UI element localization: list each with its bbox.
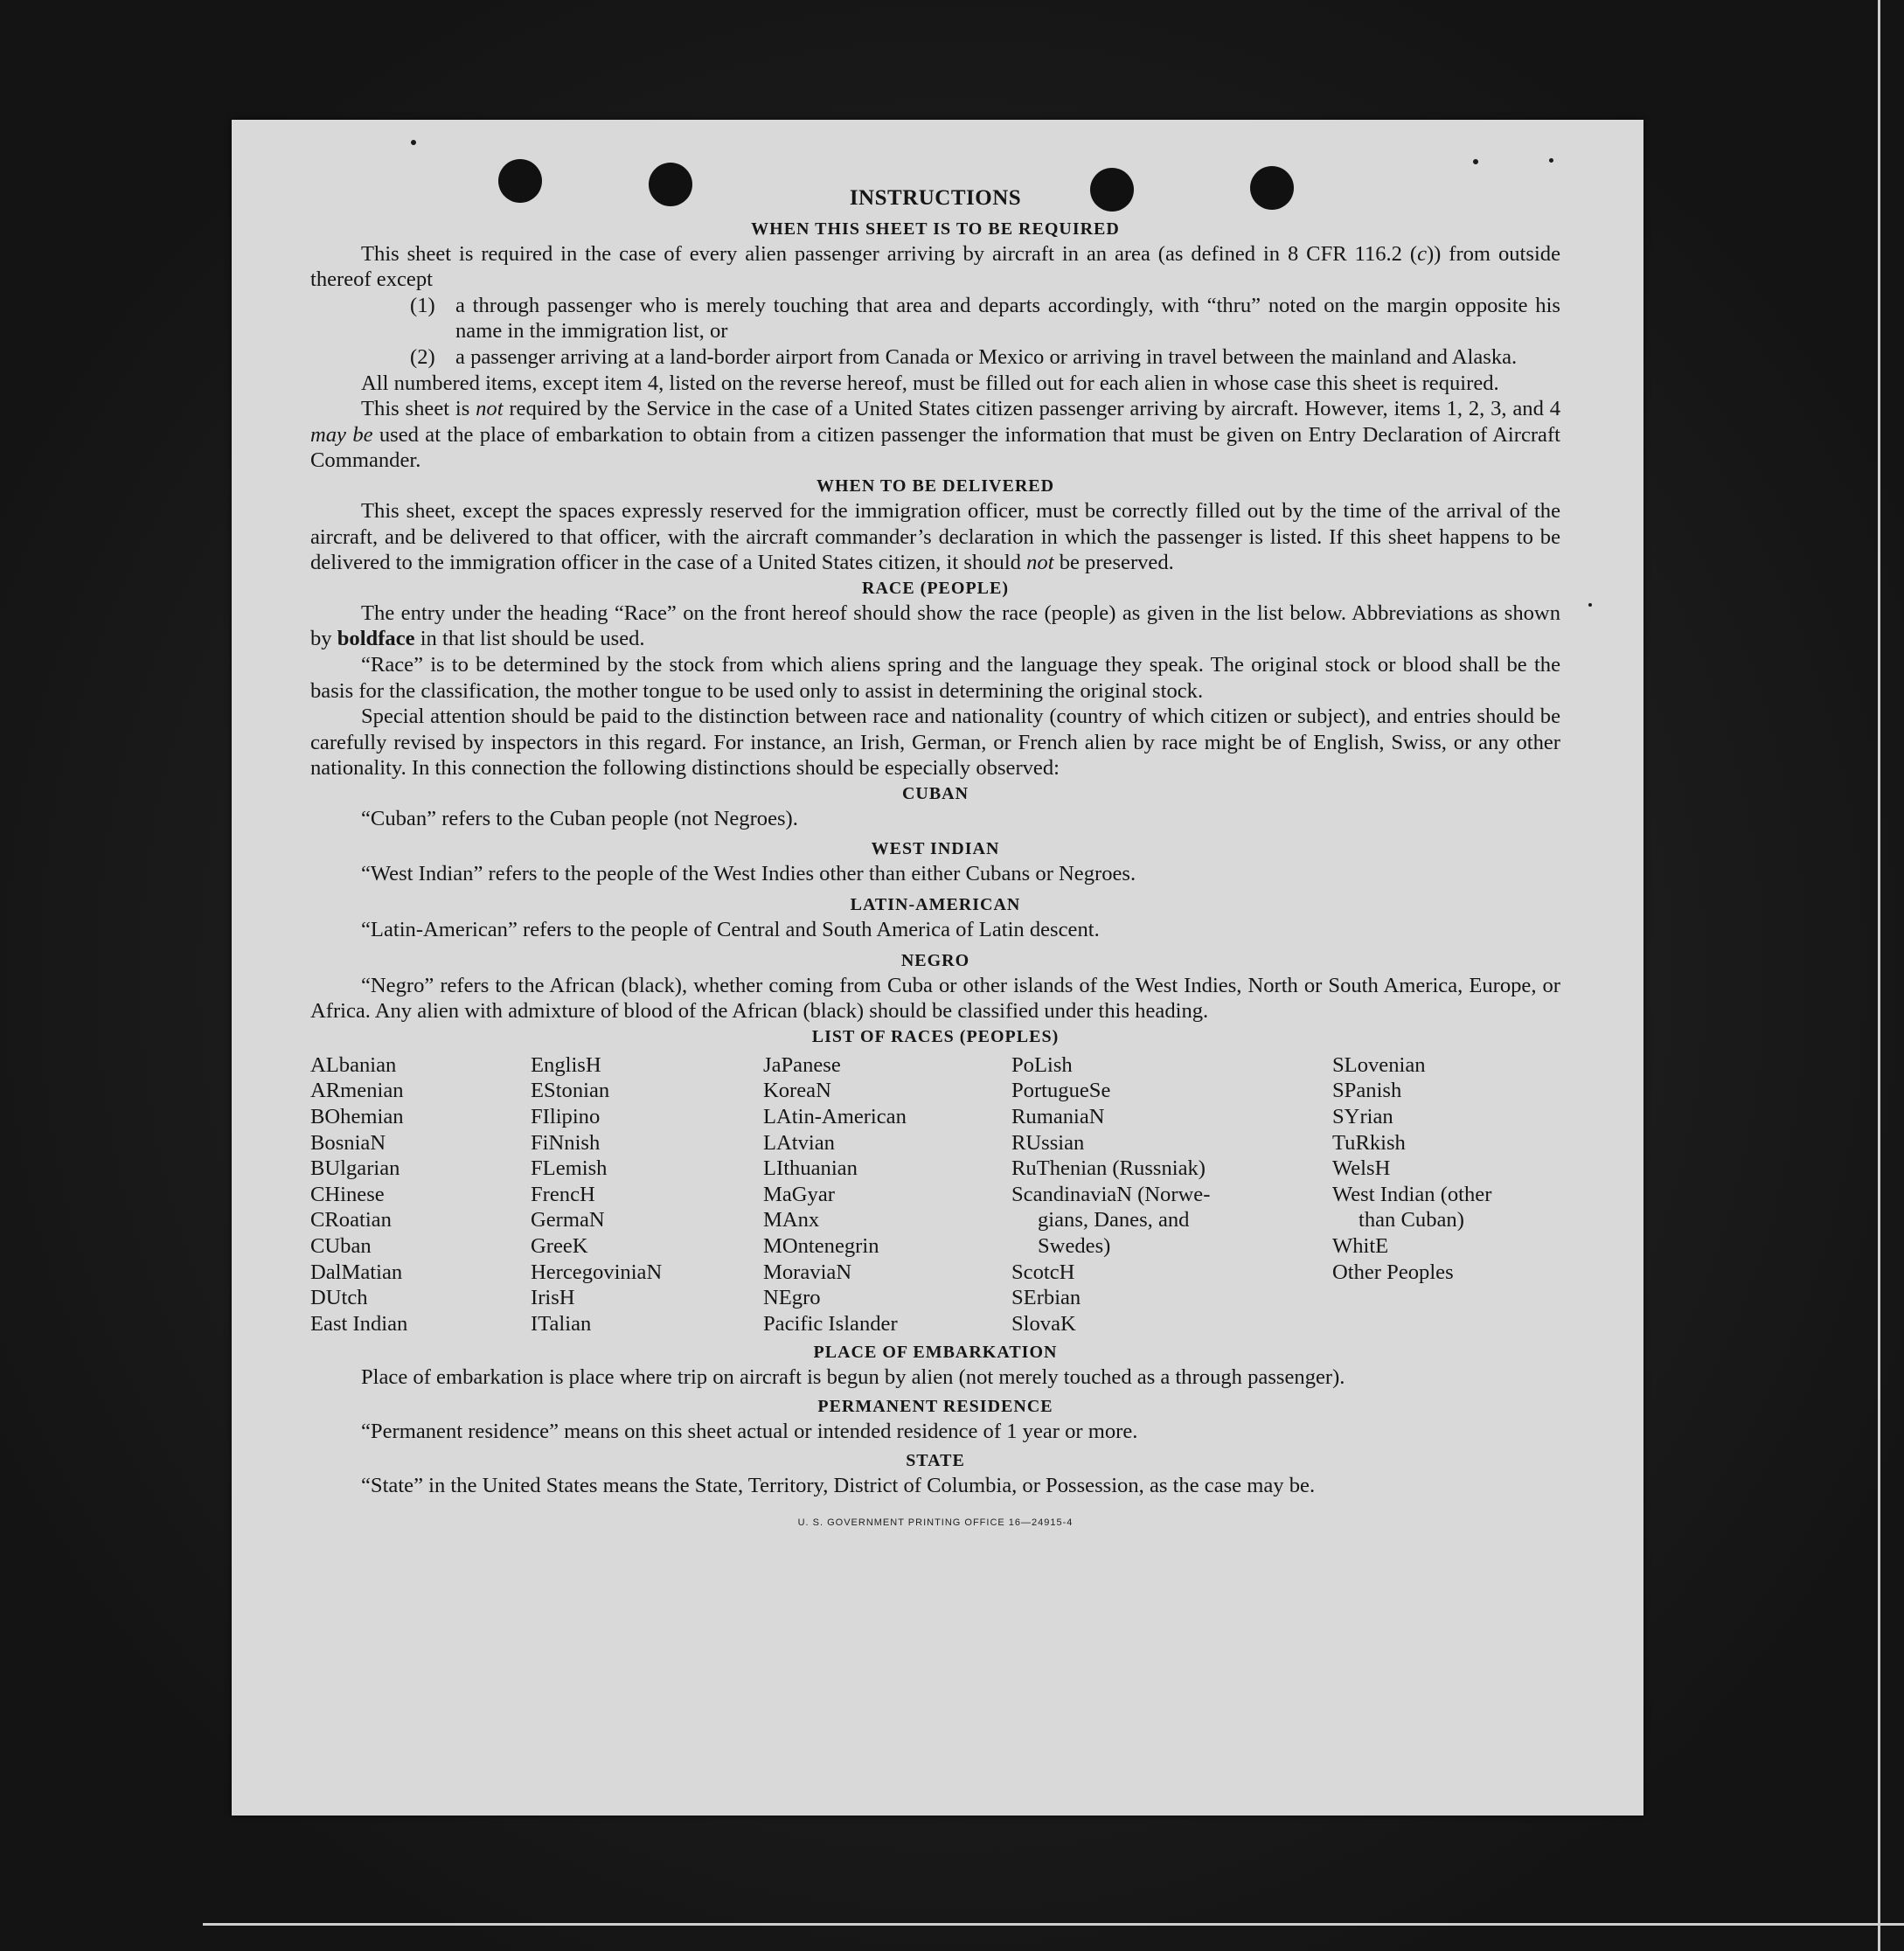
races-column-3 (763, 1052, 1011, 1337)
race-entry: SYrian (1332, 1105, 1393, 1129)
paragraph-numbered-items: All numbered items, except item 4, listed on the reverse hereof, must be filled out for each alien in whose case this sheet is required. (361, 371, 1499, 395)
exception-item (310, 344, 1560, 371)
race-entry-continued: Swedes) (1038, 1234, 1111, 1258)
section-heading-negro: NEGRO (900, 950, 970, 970)
race-entry: SlovaK (1011, 1311, 1076, 1336)
race-entry: LAtvian (763, 1130, 835, 1155)
race-entry: BUlgarian (310, 1156, 400, 1181)
section-heading-latin-american: LATIN-AMERICAN (850, 895, 1021, 915)
race-entry: HercegoviniaN (531, 1260, 663, 1284)
speck (1473, 159, 1478, 164)
text-span: This sheet, except the spaces expressly reserved for the immigration officer, must be correctly filled out by the time of the arrival of the aircraft, and be delivered to that officer, with the aircraft commander’s declaration in which the passenger is listed. If this sheet happens to be delivered to the immigration officer in the case of a United States citizen, it should (310, 498, 1560, 575)
section-heading-state: STATE (906, 1450, 965, 1470)
race-entry: RumaniaN (1011, 1105, 1105, 1129)
paragraph-embarkation: Place of embarkation is place where trip on aircraft is begun by alien (not merely touched as a through passenger). (361, 1365, 1345, 1390)
race-entry: MAnx (763, 1208, 820, 1232)
race-entry: FrencH (531, 1182, 595, 1206)
race-entry: IrisH (531, 1286, 575, 1310)
race-entry: SLovenian (1332, 1052, 1426, 1077)
race-entry: DalMatian (310, 1260, 403, 1284)
race-entry: MoraviaN (763, 1260, 852, 1284)
scan-border-top (203, 1923, 1904, 1926)
races-column-2 (531, 1052, 763, 1337)
races-column-4 (1011, 1052, 1332, 1337)
speck (411, 140, 416, 145)
race-entry: FIlipino (531, 1105, 601, 1129)
race-entry: KoreaN (763, 1079, 831, 1103)
speck (1588, 603, 1592, 607)
italic-span: not (1026, 551, 1054, 575)
section-heading-west-indian: WEST INDIAN (871, 839, 1000, 859)
race-entry: Pacific Islander (763, 1311, 898, 1336)
paragraph-cuban: “Cuban” refers to the Cuban people (not Negroes). (361, 806, 798, 830)
list-of-races-heading: LIST OF RACES (PEOPLES) (811, 1026, 1060, 1046)
paragraph-residence: “Permanent residence” means on this sheet actual or intended residence of 1 year or more. (361, 1419, 1138, 1443)
race-entry-continued: gians, Danes, and (1038, 1208, 1190, 1232)
paragraph-west-indian: “West Indian” refers to the people of the West Indies other than either Cubans or Negroes. (361, 862, 1136, 886)
section-heading-cuban: CUBAN (901, 783, 969, 803)
section-heading-delivered: WHEN TO BE DELIVERED (816, 476, 1055, 496)
race-entry: GreeK (531, 1234, 588, 1258)
race-entry: LAtin-American (763, 1105, 907, 1129)
race-entry: PortugueSe (1011, 1079, 1111, 1103)
race-entry: SPanish (1332, 1079, 1402, 1103)
text-span: required by the Service in the case of a United States citizen passenger arriving by aircraft. However, items 1, 2, 3, and 4 (503, 397, 1560, 421)
race-entry: NEgro (763, 1286, 821, 1310)
text-span: be preserved. (1053, 551, 1174, 575)
text-span: This sheet is required in the case of every alien passenger arriving by aircraft in an area (as defined in 8 CFR 116.2 ( (361, 241, 1418, 266)
race-entry: RuThenian (Russniak) (1011, 1156, 1206, 1181)
race-entry: ScotcH (1011, 1260, 1075, 1284)
text-span: This sheet is (361, 397, 476, 421)
page-title: INSTRUCTIONS (849, 186, 1022, 210)
race-entry: GermaN (531, 1208, 605, 1232)
section-heading-race: RACE (PEOPLE) (862, 578, 1009, 598)
bold-span: boldface (337, 627, 415, 651)
printer-imprint: U. S. GOVERNMENT PRINTING OFFICE 16—24915-4 (797, 1517, 1074, 1529)
race-entry: FiNnish (531, 1130, 601, 1155)
italic-span: may be (310, 422, 373, 447)
race-entry: WhitE (1332, 1234, 1389, 1258)
race-entry: LIthuanian (763, 1156, 858, 1181)
race-entry: FLemish (531, 1156, 608, 1181)
race-entry: ARmenian (310, 1079, 404, 1103)
paragraph-delivered (310, 498, 1560, 576)
race-entry: EnglisH (531, 1052, 601, 1077)
race-entry: RUssian (1011, 1130, 1085, 1155)
instructions-content (310, 185, 1560, 1537)
item-text: a through passenger who is merely touching that area and departs accordingly, with “thru” noted on the margin opposite his name in the immigration list, or (455, 293, 1560, 344)
race-entry: BOhemian (310, 1105, 404, 1129)
race-entry: CRoatian (310, 1208, 392, 1232)
race-entry: East Indian (310, 1311, 408, 1336)
exception-item (310, 293, 1560, 344)
race-entry: Other Peoples (1332, 1260, 1454, 1284)
race-entry: WelsH (1332, 1156, 1391, 1181)
race-entry: PoLish (1011, 1052, 1073, 1077)
speck (1549, 158, 1553, 163)
race-entry: West Indian (other (1332, 1182, 1492, 1206)
section-heading-embarkation: PLACE OF EMBARKATION (813, 1343, 1058, 1363)
race-entry: DUtch (310, 1286, 368, 1310)
race-entry: BosniaN (310, 1130, 386, 1155)
item-text: a passenger arriving at a land-border airport from Canada or Mexico or arriving in travel between the mainland and Alaska. (455, 344, 1518, 369)
races-column-1 (310, 1052, 531, 1337)
italic-span: not (476, 397, 504, 421)
race-entry: SErbian (1011, 1286, 1081, 1310)
paragraph-race-1 (310, 601, 1560, 652)
item-number: (2) (410, 344, 435, 369)
paragraph-citizen (310, 396, 1560, 474)
races-column-5 (1332, 1052, 1560, 1337)
section-heading-residence: PERMANENT RESIDENCE (817, 1396, 1053, 1416)
race-entry: ITalian (531, 1311, 592, 1336)
race-entry: CHinese (310, 1182, 385, 1206)
text-span: The entry under the heading “Race” on the front hereof should show the race (people) as given in the list below. Abbreviations as shown by (310, 601, 1560, 651)
paragraph-latin-american: “Latin-American” refers to the people of Central and South America of Latin descent. (361, 918, 1100, 942)
text-span: )) from outside thereof except (310, 241, 1560, 292)
paragraph-race-2: “Race” is to be determined by the stock from which aliens spring and the language they speak. The original stock or blood shall be the basis for the classification, the mother tongue to be used only to assist in determining the original stock. (310, 652, 1560, 703)
race-entry: ALbanian (310, 1052, 397, 1077)
race-entry: JaPanese (763, 1052, 841, 1077)
scan-border-right (1878, 0, 1880, 1951)
race-entry: MOntenegrin (763, 1234, 879, 1258)
races-table (310, 1052, 1560, 1337)
paragraph-state: “State” in the United States means the State, Territory, District of Columbia, or Possession, as the case may be. (361, 1473, 1316, 1497)
italic-span: c (1417, 241, 1427, 266)
paragraph-negro: “Negro” refers to the African (black), whether coming from Cuba or other islands of the West Indies, North or South America, Europe, or Africa. Any alien with admixture of blood of the African (black) should be classified under this heading. (310, 973, 1560, 1024)
paragraph-race-3: Special attention should be paid to the distinction between race and nationality (country of which citizen or subject), and entries should be carefully revised by inspectors in this regard. For instance, an Irish, German, or French alien by race might be of English, Swiss, or any other nationality. In this connection the following distinctions should be especially observed: (310, 705, 1560, 781)
text-span: used at the place of embarkation to obtain from a citizen passenger the information that must be given on Entry Declaration of Aircraft Commander. (310, 422, 1560, 473)
race-entry: EStonian (531, 1079, 610, 1103)
race-entry: ScandinaviaN (Norwe- (1011, 1182, 1211, 1206)
item-number: (1) (410, 293, 435, 317)
race-entry-continued: than Cuban) (1359, 1208, 1464, 1232)
paragraph-required-intro (310, 241, 1560, 293)
race-entry: MaGyar (763, 1182, 835, 1206)
section-heading-required: WHEN THIS SHEET IS TO BE REQUIRED (751, 219, 1120, 239)
document-page (232, 120, 1643, 1816)
text-span: in that list should be used. (414, 627, 645, 651)
race-entry: CUban (310, 1234, 372, 1258)
race-entry: TuRkish (1332, 1130, 1406, 1155)
